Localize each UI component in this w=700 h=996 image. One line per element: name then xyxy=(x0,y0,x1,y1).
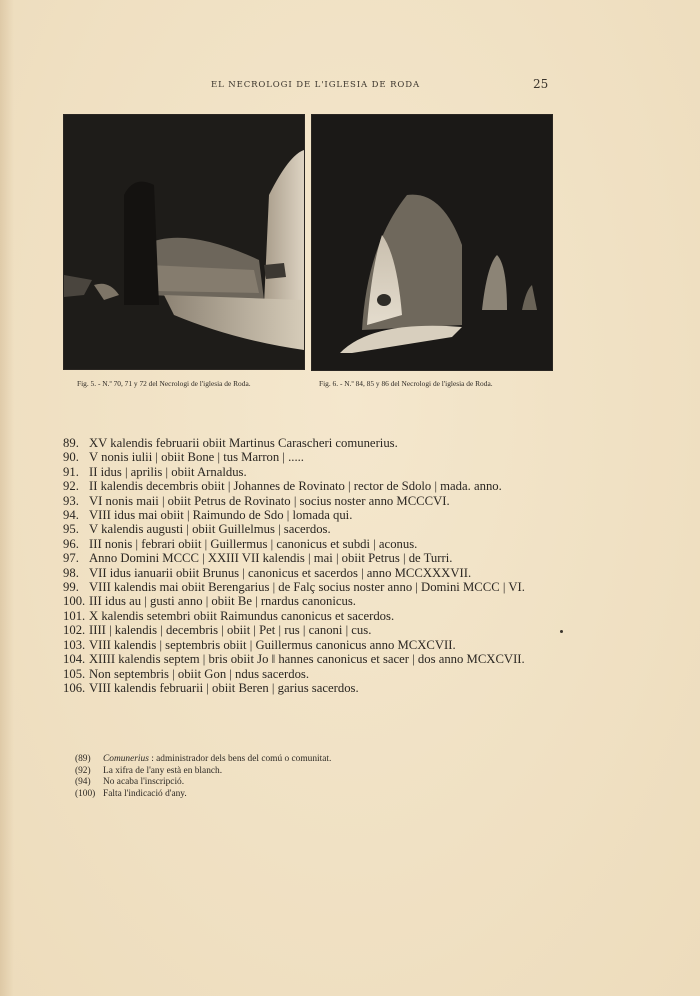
necrology-entry xyxy=(63,436,547,450)
necrology-entry xyxy=(63,479,547,493)
necrology-entry xyxy=(63,551,547,565)
necrology-entry xyxy=(63,667,547,681)
footnote xyxy=(75,766,331,778)
entry-number: 97. xyxy=(63,551,79,566)
entry-number: 99. xyxy=(63,580,79,595)
entry-text: VIII kalendis | septembris obiit | Guillermus canonicus anno MCXCVII. xyxy=(89,637,456,652)
necrology-entries xyxy=(63,436,547,695)
entry-text: II idus | aprilis | obiit Arnaldus. xyxy=(89,464,247,479)
footnote-text: Falta l'indicació d'any. xyxy=(103,789,187,800)
entry-number: 105. xyxy=(63,666,86,681)
entry-number: 103. xyxy=(63,637,86,652)
footnote-ref: (94) xyxy=(75,777,91,788)
entry-text: III nonis | febrari obiit | Guillermus | canonicus et subdi | aconus. xyxy=(89,536,418,551)
necrology-entry xyxy=(63,681,547,695)
necrology-entry xyxy=(63,594,547,608)
entry-text: VI nonis maii | obiit Petrus de Rovinato | socius noster anno MCCCVI. xyxy=(89,493,450,508)
entry-number: 94. xyxy=(63,508,79,523)
entry-number: 89. xyxy=(63,436,79,450)
page-number: 25 xyxy=(533,77,549,91)
necrology-entry xyxy=(63,609,547,623)
entry-text: II kalendis decembris obiit | Johannes de Rovinato | rector de Sdolo | mada. anno. xyxy=(89,479,502,494)
print-speck xyxy=(560,630,563,633)
necrology-entry xyxy=(63,494,547,508)
entry-text: Non septembris | obiit Gon | ndus sacerdos. xyxy=(89,666,310,681)
figure-5-photo xyxy=(63,114,305,370)
footnote-ref: (89) xyxy=(75,754,91,764)
necrology-entry xyxy=(63,450,547,464)
necrology-entry xyxy=(63,537,547,551)
entry-text: X kalendis setembri obiit Raimundus canonicus et sacerdos. xyxy=(89,608,395,623)
dark-arcade-image xyxy=(312,115,552,370)
figure-6-photo xyxy=(311,114,553,371)
entry-number: 91. xyxy=(63,464,79,479)
entry-number: 100. xyxy=(63,594,86,609)
entry-number: 106. xyxy=(63,680,86,695)
necrology-entry xyxy=(63,623,547,637)
figure-5-caption: Fig. 5. - N.º 70, 71 y 72 del Necrologi de l'iglesia de Roda. xyxy=(77,379,251,388)
footnote-ref: (100) xyxy=(75,789,96,800)
footnote-ref: (92) xyxy=(75,765,91,776)
necrology-entry xyxy=(63,522,547,536)
necrology-entry xyxy=(63,566,547,580)
footnote xyxy=(75,754,331,766)
footnote-text: La xifra de l'any està en blanch. xyxy=(103,765,223,776)
entry-text: VII idus ianuarii obiit Brunus | canonicus et sacerdos | anno MCCXXXVII. xyxy=(89,565,472,580)
entry-text: Anno Domini MCCC | XXIII VII kalendis | mai | obiit Petrus | de Turri. xyxy=(89,551,453,566)
entry-text: VIII kalendis februarii | obiit Beren | garius sacerdos. xyxy=(89,680,359,695)
entry-number: 92. xyxy=(63,479,79,494)
entry-text: VIII idus mai obiit | Raimundo de Sdo | lomada qui. xyxy=(89,508,353,523)
entry-text: XIIII kalendis septem | bris obiit Jo ‖ hannes canonicus et sacer | dos anno MCXCVII. xyxy=(89,652,525,667)
necrology-entry xyxy=(63,580,547,594)
entry-number: 93. xyxy=(63,493,79,508)
entry-number: 90. xyxy=(63,450,79,465)
footnote-term: Comunerius xyxy=(103,754,149,764)
entry-number: 96. xyxy=(63,536,79,551)
entry-text: III idus au | gusti anno | obiit Be | rnardus canonicus. xyxy=(89,594,356,609)
entry-number: 104. xyxy=(63,652,86,667)
running-head: EL NECROLOGI DE L'IGLESIA DE RODA xyxy=(211,80,420,90)
entry-text: XV kalendis februarii obiit Martinus Carascheri comunerius. xyxy=(89,436,398,450)
footnote xyxy=(75,777,331,789)
necrology-entry xyxy=(63,465,547,479)
entry-number: 102. xyxy=(63,623,86,638)
necrology-entry xyxy=(63,652,547,666)
entry-text: IIII | kalendis | decembris | obiit | Pet | rus | canoni | cus. xyxy=(89,623,372,638)
entry-number: 98. xyxy=(63,565,79,580)
entry-text: V nonis iulii | obiit Bone | tus Marron | ..... xyxy=(89,450,304,465)
footnote-text: : administrador dels bens del comú o comunitat. xyxy=(148,754,332,764)
entry-text: VIII kalendis mai obiit Berengarius | de Falç socius noster anno | Domini MCCC | VI. xyxy=(89,580,525,595)
gallery-arches-image xyxy=(64,115,304,369)
figure-6-caption: Fig. 6. - N.º 84, 85 y 86 del Necrologi de l'iglesia de Roda. xyxy=(319,379,493,388)
entry-number: 95. xyxy=(63,522,79,537)
entry-number: 101. xyxy=(63,608,86,623)
necrology-entry xyxy=(63,508,547,522)
footnotes xyxy=(75,754,331,801)
entry-text: V kalendis augusti | obiit Guillelmus | sacerdos. xyxy=(89,522,331,537)
necrology-entry xyxy=(63,638,547,652)
footnote-text: No acaba l'inscripció. xyxy=(103,777,185,788)
footnote xyxy=(75,789,331,801)
